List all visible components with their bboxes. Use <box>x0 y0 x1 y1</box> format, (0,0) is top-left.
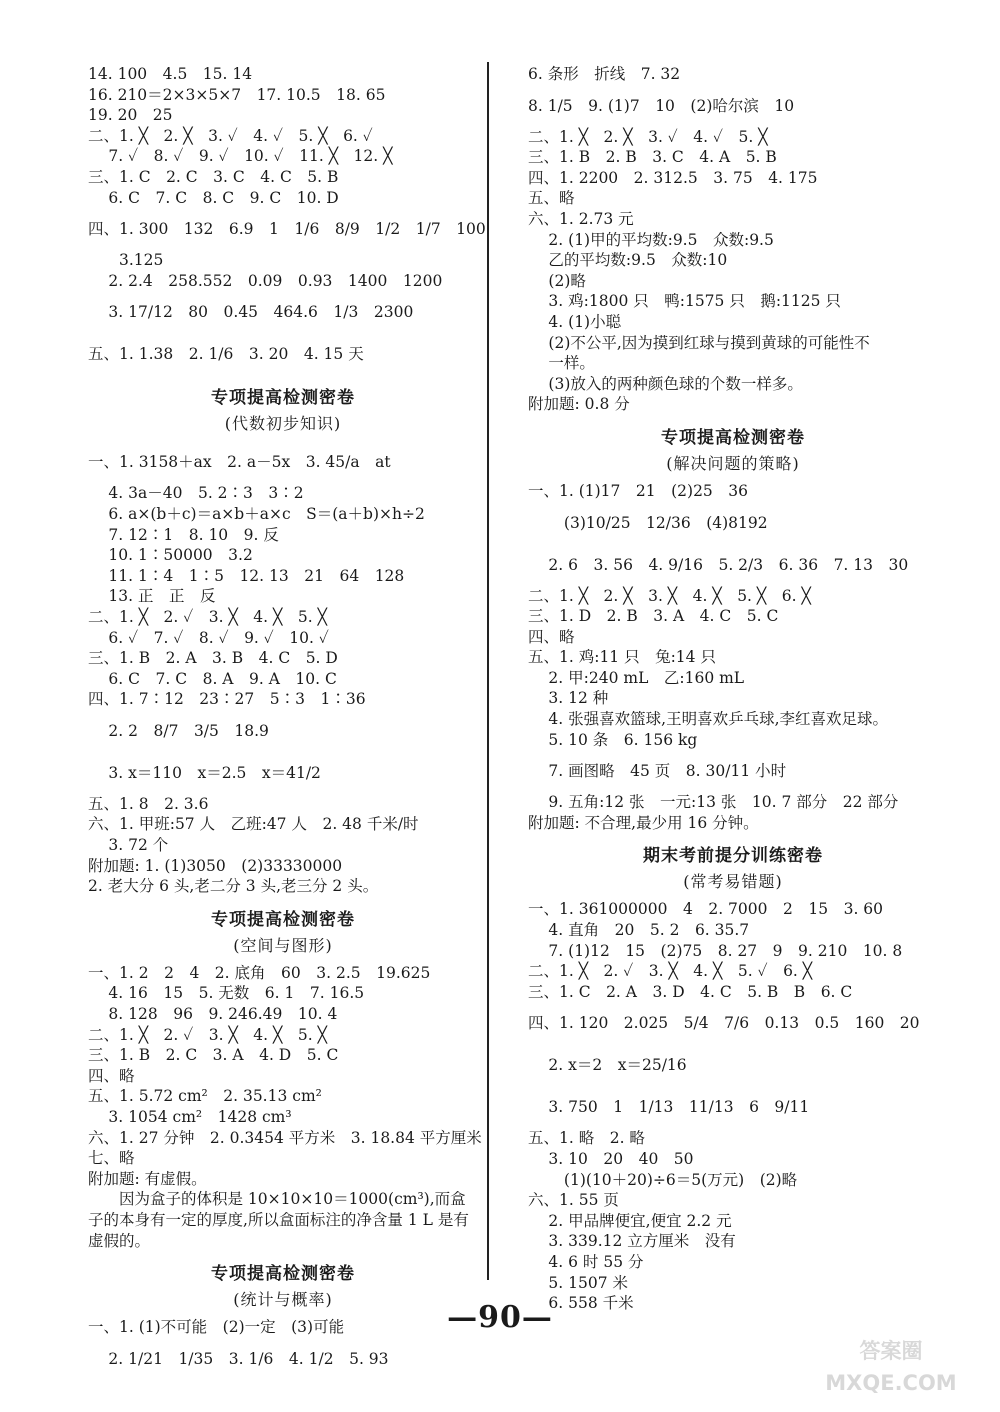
section-title: 专项提高检测密卷 <box>661 427 805 448</box>
answer-line: 一、1. 3158＋ax 2. a－5x 3. 45/a at <box>88 453 391 472</box>
answer-line: 五、1. 鸡:11 只 兔:14 只 <box>528 648 716 667</box>
answer-line: 5. 10 条 6. 156 kg <box>528 730 698 749</box>
section-subtitle: (统计与概率) <box>233 1290 333 1310</box>
answer-line: 6. 条形 折线 7. 32 <box>528 65 681 83</box>
answer-line: 7. 画图略 45 页 8. 30/11 小时 <box>528 762 787 781</box>
answer-line: 14. 100 4.5 15. 14 <box>88 65 253 83</box>
answer-line: 3. 17/12 80 0.45 464.6 1/3 2300 <box>88 303 414 322</box>
answer-line: 6. 558 千米 <box>528 1294 634 1313</box>
answer-line: 2. x＝2 x＝25/16 <box>528 1056 687 1075</box>
answer-line: 二、1. ╳ 2. ╳ 3. ✓ 4. ✓ 5. ╳ 6. ✓ <box>88 126 373 145</box>
answer-line: 四、1. 7∶12 23∶27 5∶3 1∶36 <box>88 690 366 709</box>
answer-line: 附加题: 0.8 分 <box>528 395 630 414</box>
answer-line: 19. 20 25 <box>88 106 173 125</box>
column-divider <box>487 62 489 1280</box>
answer-line: 6. ✓ 7. ✓ 8. ✓ 9. ✓ 10. ✓ <box>88 628 329 647</box>
answer-line: 2. 老大分 6 头,老二分 3 头,老三分 2 头。 <box>88 877 379 896</box>
answer-line: 3. 750 1 1/13 11/13 6 9/11 <box>528 1098 810 1117</box>
answer-line: 五、1. 5.72 cm² 2. 35.13 cm² <box>88 1087 322 1106</box>
answer-line: 附加题: 不合理,最少用 16 分钟。 <box>528 813 759 832</box>
answer-line: (2)不公平,因为摸到红球与摸到黄球的可能性不 <box>528 333 870 352</box>
answer-line: 8. 1/5 9. (1)7 10 (2)哈尔滨 10 <box>528 96 795 115</box>
answer-line: 3. 339.12 立方厘米 没有 <box>528 1232 736 1251</box>
answer-line: 四、1. 120 2.025 5/4 7/6 0.13 0.5 160 20 <box>528 1014 920 1033</box>
answer-line: 一、1. 361000000 4 2. 7000 2 15 3. 60 <box>528 900 884 919</box>
answer-line: 11. 1∶4 1∶5 12. 13 21 64 128 <box>88 566 405 585</box>
answer-line: 7. ✓ 8. ✓ 9. ✓ 10. ✓ 11. ╳ 12. ╳ <box>88 147 393 166</box>
answer-line: 4. 3a－40 5. 2∶3 3∶2 <box>88 484 304 503</box>
answer-line: 3. 12 种 <box>528 689 609 708</box>
section-subtitle: (代数初步知识) <box>224 414 342 434</box>
answer-line: 三、1. C 2. A 3. D 4. C 5. B B 6. C <box>528 982 853 1001</box>
answer-line: 8. 128 96 9. 246.49 10. 4 <box>88 1005 338 1024</box>
answer-line: 四、略 <box>528 627 575 646</box>
answer-line: 三、1. D 2. B 3. A 4. C 5. C <box>528 607 779 626</box>
answer-line: 2. 2.4 258.552 0.09 0.93 1400 1200 <box>88 271 443 290</box>
answer-line: 四、1. 2200 2. 312.5 3. 75 4. 175 <box>528 168 818 187</box>
answer-line: 一、1. 2 2 4 2. 底角 60 3. 2.5 19.625 <box>88 963 431 982</box>
answer-line: 乙的平均数:9.5 众数:10 <box>528 251 728 270</box>
answer-line: 2. 2 8/7 3/5 18.9 <box>88 721 269 740</box>
answer-line: 4. (1)小聪 <box>528 312 622 331</box>
watermark-domain: MXQE.COM <box>825 1371 957 1395</box>
answer-line: 三、1. B 2. B 3. C 4. A 5. B <box>528 148 777 167</box>
answer-line: 三、1. B 2. A 3. B 4. C 5. D <box>88 649 338 668</box>
answer-line: (1)(10＋20)÷6＝5(万元) (2)略 <box>528 1170 798 1189</box>
answer-paragraph: 因为盒子的体积是 10×10×10＝1000(cm³),而盒子的本身有一定的厚度,所以盒面标注的净含量 1 L 是有虚假的。 <box>88 1190 469 1250</box>
answer-line: 二、1. ╳ 2. ╳ 3. ✓ 4. ✓ 5. ╳ <box>528 127 768 146</box>
answer-line: 4. 直角 20 5. 2 6. 35.7 <box>528 921 750 940</box>
answer-line: 4. 6 时 55 分 <box>528 1252 644 1271</box>
right-answer-column <box>528 64 938 1314</box>
answer-line: 附加题: 1. (1)3050 (2)33330000 <box>88 856 343 875</box>
answer-line: 2. 1/21 1/35 3. 1/6 4. 1/2 5. 93 <box>88 1349 389 1368</box>
answer-line: 六、1. 2.73 元 <box>528 209 634 228</box>
answer-line: 一、1. (1)不可能 (2)一定 (3)可能 <box>88 1318 345 1337</box>
answer-line: 六、1. 27 分钟 2. 0.3454 平方米 3. 18.84 平方厘米 <box>88 1128 482 1147</box>
answer-line: 4. 张强喜欢篮球,王明喜欢乒乓球,李红喜欢足球。 <box>528 710 888 729</box>
answer-line: 四、1. 300 132 6.9 1 1/6 8/9 1/2 1/7 100 <box>88 220 486 239</box>
answer-line: 五、略 <box>528 189 575 208</box>
answer-line: 6. C 7. C 8. C 9. C 10. D <box>88 188 339 207</box>
answer-line: 六、1. 55 页 <box>528 1191 619 1210</box>
section-subtitle: (空间与图形) <box>233 935 333 955</box>
answer-line: 2. 甲:240 mL 乙:160 mL <box>528 668 745 687</box>
answer-line: 16. 210＝2×3×5×7 17. 10.5 18. 65 <box>88 85 386 104</box>
answer-line: 二、1. ╳ 2. ✓ 3. ╳ 4. ╳ 5. ╳ <box>88 607 327 626</box>
answer-line: 2. 甲品牌便宜,便宜 2.2 元 <box>528 1211 732 1230</box>
answer-line: 四、略 <box>88 1066 135 1085</box>
answer-line: 六、1. 甲班:57 人 乙班:47 人 2. 48 千米/时 <box>88 815 419 834</box>
answer-line: 二、1. ╳ 2. ╳ 3. ╳ 4. ╳ 5. ╳ 6. ╳ <box>528 586 811 605</box>
answer-line: 3. 72 个 <box>88 836 169 855</box>
section-title: 期末考前提分训练密卷 <box>643 846 823 867</box>
answer-line: 三、1. B 2. C 3. A 4. D 5. C <box>88 1046 339 1065</box>
section-title: 专项提高检测密卷 <box>211 909 355 930</box>
answer-line: 6. a×(b＋c)＝a×b＋a×c S＝(a＋b)×h÷2 <box>88 504 425 523</box>
answer-line: 3. x＝110 x＝2.5 x＝41/2 <box>88 763 321 782</box>
answer-line: 五、1. 略 2. 略 <box>528 1129 645 1148</box>
answer-line: (3)放入的两种颜色球的个数一样多。 <box>528 374 803 393</box>
answer-line: 七、略 <box>88 1149 135 1168</box>
answer-line: (2)略 <box>528 271 586 290</box>
answer-line: (3)10/25 12/36 (4)8192 <box>528 513 768 532</box>
answer-line: 5. 1507 米 <box>528 1273 629 1292</box>
section-subtitle: (常考易错题) <box>683 872 783 892</box>
answer-line: 2. 6 3. 56 4. 9/16 5. 2/3 6. 36 7. 13 30 <box>528 555 909 574</box>
page-number: —90— <box>447 1300 553 1335</box>
answer-line: 13. 正 正 反 <box>88 587 216 606</box>
answer-line: 7. 12∶1 8. 10 9. 反 <box>88 525 279 544</box>
answer-line: 一样。 <box>528 354 595 373</box>
answer-line: 二、1. ╳ 2. ✓ 3. ╳ 4. ╳ 5. ✓ 6. ╳ <box>528 962 813 981</box>
answer-line: 7. (1)12 15 (2)75 8. 27 9 9. 210 10. 8 <box>528 941 903 960</box>
answer-line: 3. 1054 cm² 1428 cm³ <box>88 1108 292 1126</box>
answer-line: 2. (1)甲的平均数:9.5 众数:9.5 <box>528 230 774 249</box>
answer-line: 五、1. 8 2. 3.6 <box>88 794 209 813</box>
watermark-logo <box>806 1310 976 1398</box>
answer-line: 4. 16 15 5. 无数 6. 1 7. 16.5 <box>88 984 365 1003</box>
section-title: 专项提高检测密卷 <box>211 1264 355 1285</box>
section-title: 专项提高检测密卷 <box>211 388 355 409</box>
answer-line: 3. 10 20 40 50 <box>528 1150 694 1168</box>
answer-line: 五、1. 1.38 2. 1/6 3. 20 4. 15 天 <box>88 345 364 364</box>
answer-line: 附加题: 有虚假。 <box>88 1169 207 1188</box>
answer-line: 二、1. ╳ 2. ✓ 3. ╳ 4. ╳ 5. ╳ <box>88 1025 327 1044</box>
answer-line: 9. 五角:12 张 一元:13 张 10. 7 部分 22 部分 <box>528 793 899 812</box>
answer-line: 三、1. C 2. C 3. C 4. C 5. B <box>88 167 339 186</box>
answer-line: 一、1. (1)17 21 (2)25 36 <box>528 481 749 500</box>
answer-line: 3. 鸡:1800 只 鸭:1575 只 鹅:1125 只 <box>528 292 841 311</box>
watermark-glyphs: 答案圈 <box>859 1339 923 1363</box>
answer-line: 6. C 7. C 8. A 9. A 10. C <box>88 669 337 688</box>
answer-line: 10. 1∶50000 3.2 <box>88 546 253 565</box>
answer-line: 3.125 <box>88 251 164 270</box>
left-answer-column <box>88 64 486 1380</box>
section-subtitle: (解决问题的策略) <box>666 453 800 473</box>
